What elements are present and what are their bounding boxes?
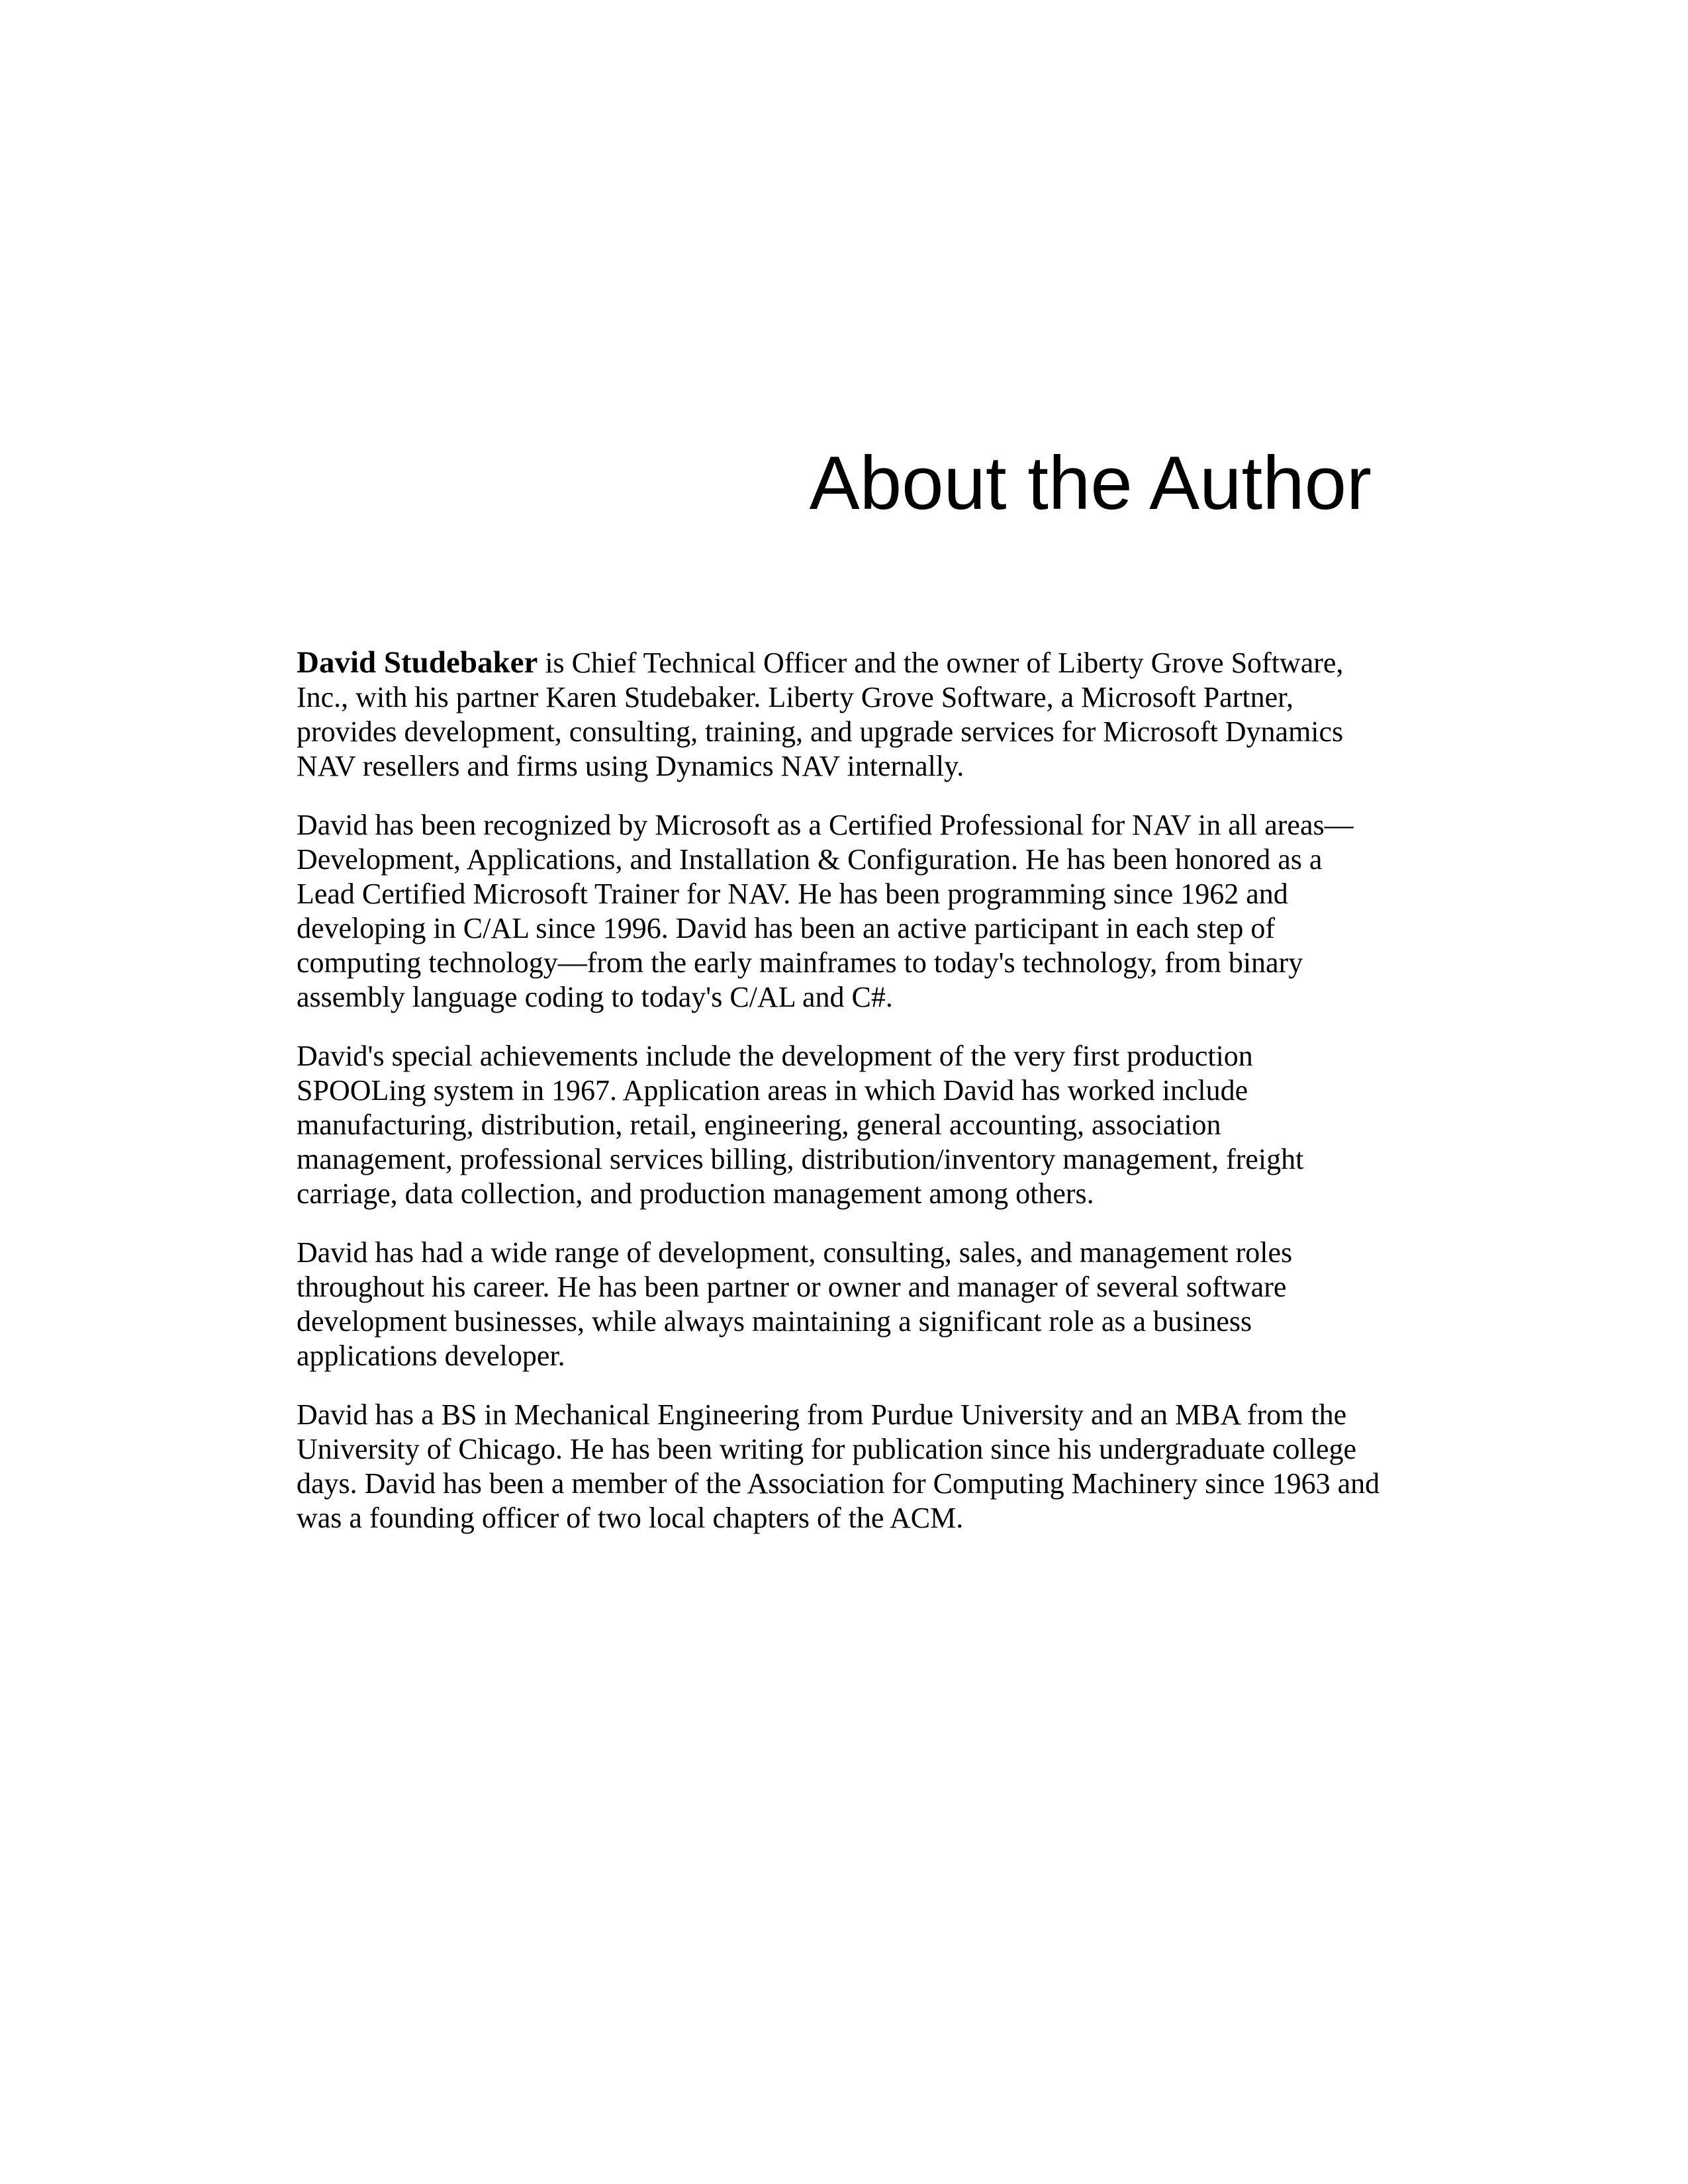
bio-paragraph-2: David has been recognized by Microsoft as a Certified Professional for NAV in all areas—Development, Applications, and Installation & Configuration. He has been honored as a Lead Certified Microsoft Trainer for NAV. He has been programming since 1962 and developing in C/AL since 1996. David has been an active participant in each step of computing technology—from the early mainframes to today's technology, from binary assembly language coding to today's C/AL and C#.: [297, 809, 1354, 1013]
bio-paragraph-1: [297, 645, 1382, 784]
bio-paragraph-1-text: is Chief Technical Officer and the owner of Liberty Grove Software, Inc., with his partner Karen Studebaker. Liberty Grove Software, a Microsoft Partner, provides development, consulting, training, and upgrade services for Microsoft Dynamics NAV resellers and firms using Dynamics NAV internally.: [297, 647, 1344, 782]
bio-paragraph-4: David has had a wide range of development, consulting, sales, and management roles throughout his career. He has been partner or owner and manager of several software development businesses, while always maintaining a significant role as a business applications developer.: [297, 1236, 1293, 1372]
author-name: David Studebaker: [297, 645, 538, 680]
page-title: About the Author: [809, 441, 1372, 525]
author-bio: [297, 645, 1382, 1560]
bio-paragraph-5: David has a BS in Mechanical Engineering from Purdue University and an MBA from the University of Chicago. He has been writing for publication since his undergraduate college days. David has been a member of the Association for Computing Machinery since 1963 and was a founding officer of two local chapters of the ACM.: [297, 1398, 1380, 1534]
bio-paragraph-3: David's special achievements include the development of the very first production SPOOLing system in 1967. Application areas in which David has worked include manufacturing, distribution, retail, engineering, general accounting, association management, professional services billing, distribution/inventory management, freight carriage, data collection, and production management among others.: [297, 1040, 1304, 1210]
